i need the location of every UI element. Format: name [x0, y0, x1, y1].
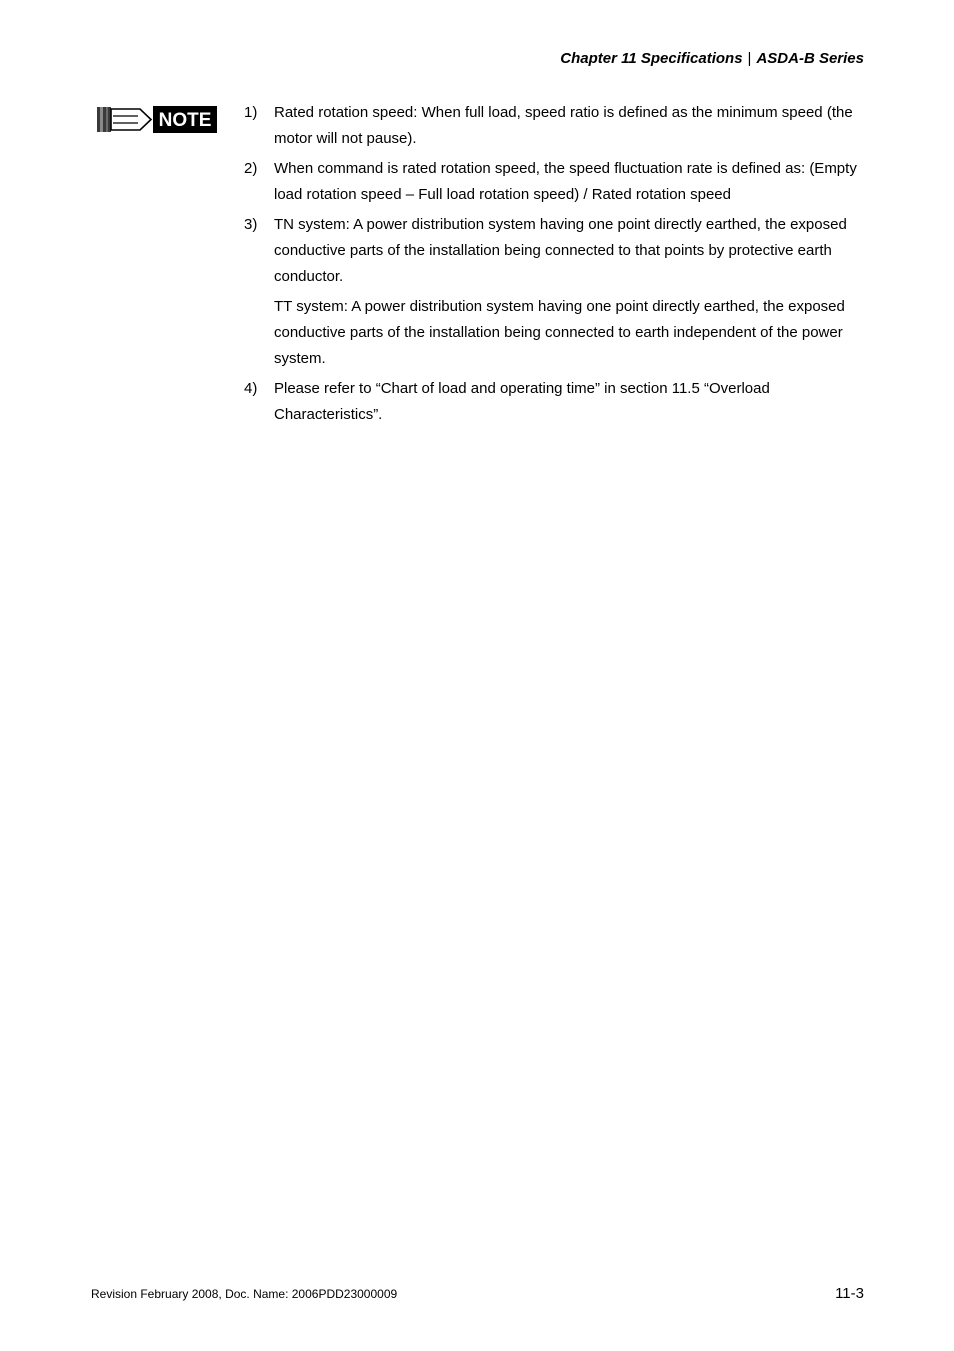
footer-revision: Revision February 2008, Doc. Name: 2006PDD23000009	[91, 1287, 398, 1301]
note-number: 3)	[244, 216, 258, 233]
note-paragraph: When command is rated rotation speed, the speed fluctuation rate is defined as: (Empty load rotation speed – Full load rotation speed) / Rated rotation speed	[274, 160, 857, 203]
page-header	[560, 50, 864, 67]
note-item	[244, 100, 864, 152]
note-paragraph: TT system: A power distribution system having one point directly earthed, the exposed conductive parts of the installation being connected to earth independent of the power system.	[274, 298, 845, 367]
chapter-title: Chapter 11 Specifications	[560, 50, 743, 67]
series-title: ASDA-B Series	[756, 50, 864, 67]
note-list	[244, 100, 864, 432]
note-body	[274, 376, 864, 428]
note-hand-icon	[96, 105, 218, 134]
note-paragraph: TN system: A power distribution system having one point directly earthed, the exposed conductive parts of the installation being connected to that points by protective earth conductor.	[274, 216, 847, 285]
note-item	[244, 156, 864, 208]
note-body	[274, 100, 864, 152]
note-item	[244, 212, 864, 372]
note-number: 1)	[244, 104, 258, 121]
page-number: 11-3	[835, 1285, 864, 1302]
note-number: 4)	[244, 380, 258, 397]
note-number: 2)	[244, 160, 258, 177]
note-item	[244, 376, 864, 428]
note-label: NOTE	[158, 110, 212, 131]
header-separator: |	[747, 50, 752, 67]
note-body	[274, 156, 864, 208]
note-paragraph: Please refer to “Chart of load and operating time” in section 11.5 “Overload Characteristics”.	[274, 380, 770, 423]
note-paragraph: Rated rotation speed: When full load, speed ratio is defined as the minimum speed (the motor will not pause).	[274, 104, 853, 147]
note-body	[274, 212, 864, 372]
